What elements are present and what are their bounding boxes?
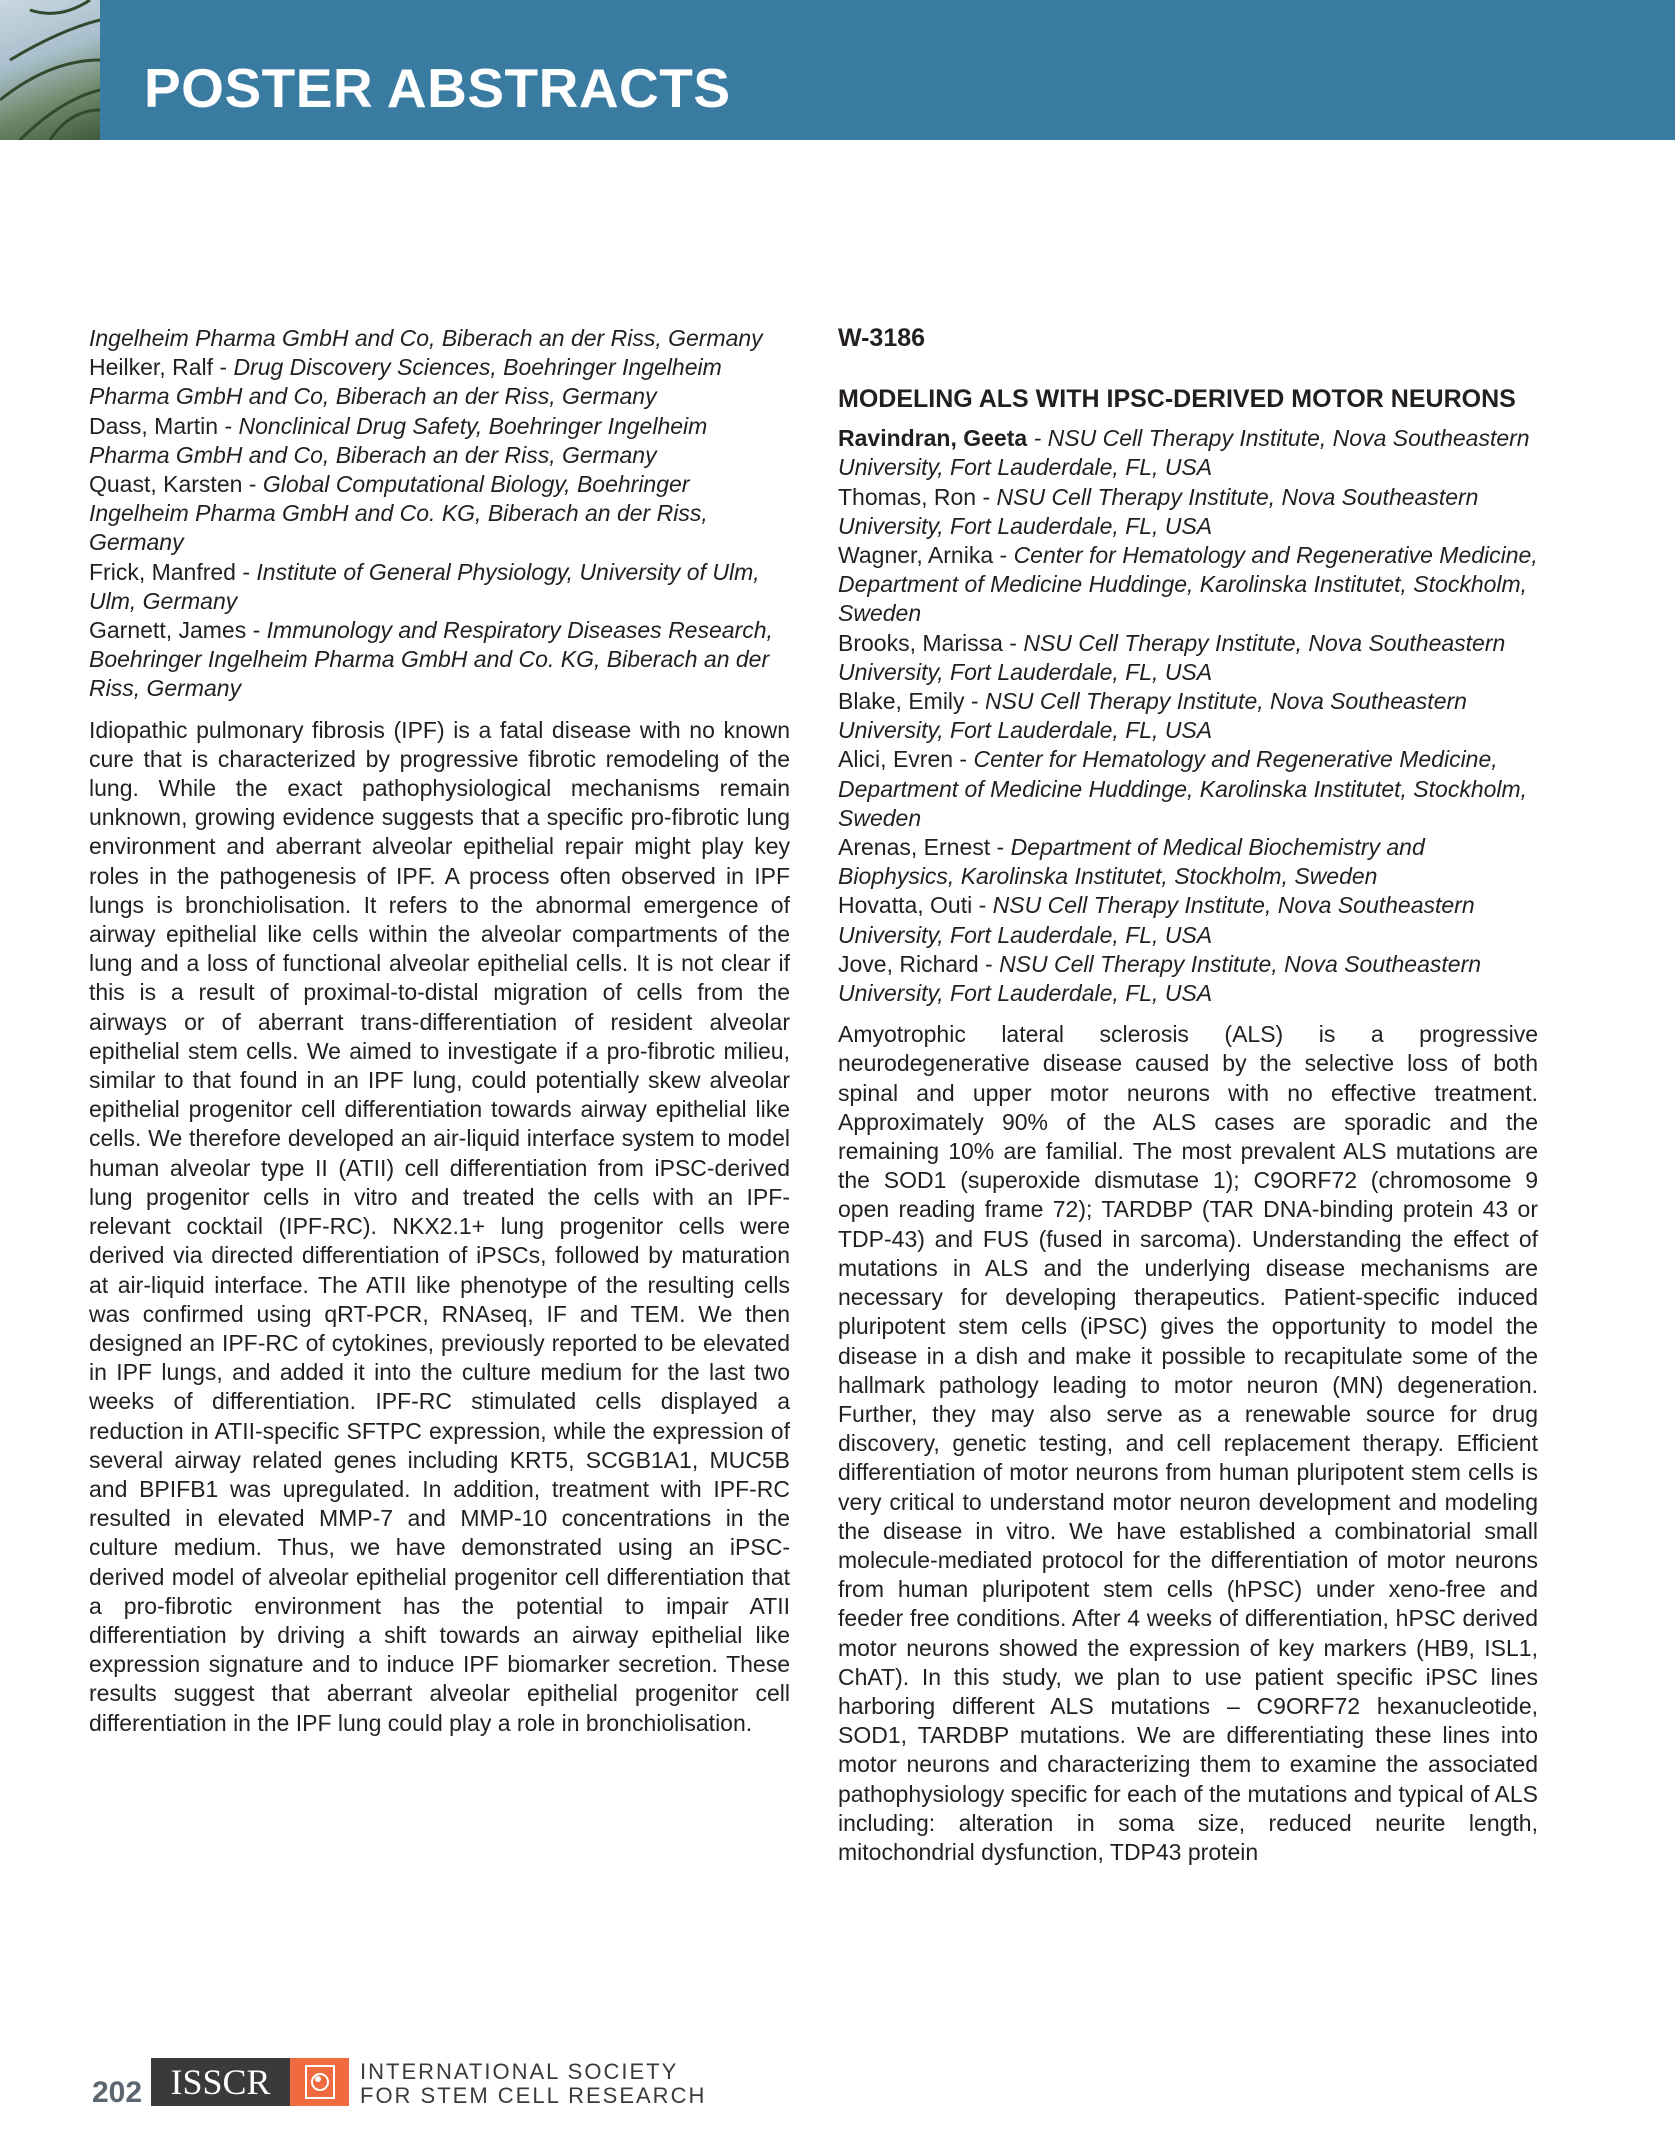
organization-name [360,2060,706,2108]
author-affiliation: NSU Cell Therapy Institute, Nova Southeastern University, Fort Lauderdale, FL, USA [838,950,1482,1007]
author-name: Ravindran, Geeta [838,425,1028,452]
author-name: Blake, Emily - [838,688,985,715]
author-list [89,324,790,704]
author-name: Thomas, Ron - [838,483,997,510]
author-entry [838,745,1538,833]
author-affiliation: NSU Cell Therapy Institute, Nova Southeastern University, Fort Lauderdale, FL, USA [838,688,1467,744]
abstract-code: W-3186 [838,324,926,352]
author-name: Arenas, Ernest - [838,834,1011,861]
author-entry [89,470,790,558]
author-affiliation: Global Computational Biology, Boehringer Ingelheim Pharma GmbH and Co. KG, Biberach an der Riss, Germany [89,471,708,556]
isscr-logo [151,2058,349,2106]
abstract-text: Amyotrophic lateral sclerosis (ALS) is a progressive neurodegenerative disease caused by the selective loss of both spinal and upper motor neurons with no effective treatment. Approximately 90% of the ALS cases are sporadic and the remaining 10% are familial. The most prevalent ALS mutations are the SOD1 (superoxide dismutase 1); C9ORF72 (chromosome 9 open reading frame 72); TARDBP (TAR DNA-binding protein 43 or TDP-43) and FUS (fused in sarcoma). Understanding the effect of mutations in ALS and the underlying disease mechanisms are necessary for developing therapeutics. Patient-specific induced pluripotent stem cells (iPSC) gives the opportunity to model the disease in a dish and make it possible to recapitulate some of the hallmark pathology leading to motor neuron (MN) degeneration. Further, they may also serve as a renewable source for drug discovery, genetic testing, and cell replacement therapy. Efficient differentiation of motor neurons from human pluripotent stem cells is very critical to understand motor neuron development and modeling the disease in vitro. We have established a combinatorial small molecule-mediated protocol for the differentiation of motor neurons from human pluripotent stem cells (hPSC) under xeno-free and feeder free conditions. After 4 weeks of differentiation, hPSC derived motor neurons showed the expression of key markers (HB9, ISL1, ChAT). In this study, we plan to use patient specific iPSC lines harboring different ALS mutations – C9ORF72 hexanucleotide, SOD1, TARDBP mutations. We are differentiating these lines into motor neurons and characterizing them to examine the associated pathophysiology specific for each of the mutations and typical of ALS including: alteration in soma size, reduced neurite length, mitochondrial dysfunction, TDP43 protein [838,1021,1538,1865]
author-entry [838,891,1538,949]
author-name: Dass, Martin - [89,412,239,439]
author-name: Hovatta, Outi - [838,892,993,919]
author-name: Wagner, Arnika - [838,542,1014,569]
logo-emblem-icon [290,2058,349,2106]
author-affiliation: NSU Cell Therapy Institute, Nova Southeastern University, Fort Lauderdale, FL, USA [838,892,1475,948]
author-entry [838,687,1538,745]
author-affiliation: Center for Hematology and Regenerative Medicine, Department of Medicine Huddinge, Karolinska Institutet, Stockholm, Sweden [838,746,1528,831]
author-name: Quast, Karsten - [89,471,263,498]
abstract-title: MODELING ALS WITH IPSC-DERIVED MOTOR NEURONS [838,385,1516,414]
author-name: Garnett, James - [89,617,267,644]
palm-tree-image [0,0,100,140]
author-entry [838,483,1538,541]
right-column [838,324,1538,1867]
author-name: Alici, Evren - [838,746,974,773]
author-affiliation: Department of Medical Biochemistry and Biophysics, Karolinska Institutet, Stockholm, Sweden [838,834,1425,890]
author-affiliation: NSU Cell Therapy Institute, Nova Southeastern University, Fort Lauderdale, FL, USA [838,483,1479,539]
author-entry [89,558,790,616]
abstract-text: Idiopathic pulmonary fibrosis (IPF) is a fatal disease with no known cure that is characterized by progressive fibrotic remodeling of the lung. While the exact pathophysiological mechanisms remain unknown, growing evidence suggests that a specific pro-fibrotic lung environment and aberrant alveolar epithelial repair might play key roles in the pathogenesis of IPF. A process often observed in IPF lungs is bronchiolisation. It refers to the abnormal emergence of airway epithelial like cells within the alveolar compartments of the lung and a loss of functional alveolar epithelial cells. It is not clear if this is a result of proximal-to-distal migration of cells from the airways or of aberrant trans-differentiation of resident alveolar epithelial stem cells. We aimed to investigate if a pro-fibrotic milieu, similar to that found in an IPF lung, could potentially skew alveolar epithelial progenitor cell differentiation towards airway epithelial like cells. We therefore developed an air-liquid interface system to model human alveolar type II (ATII) cell differentiation from iPSC-derived lung progenitor cells in vitro and treated the cells with an IPF-relevant cocktail (IPF-RC). NKX2.1+ lung progenitor cells were derived via directed differentiation of iPSCs, followed by maturation at air-liquid interface. The ATII like phenotype of the resulting cells was confirmed using qRT-PCR, RNAseq, IF and TEM. We then designed an IPF-RC of cytokines, previously reported to be elevated in IPF lungs, and added it into the culture medium for the last two weeks of differentiation. IPF-RC stimulated cells displayed a reduction in ATII-specific SFTPC expression, while the expression of several airway related genes including KRT5, SCGB1A1, MUC5B and BPIFB1 was upregulated. In addition, treatment with IPF-RC resulted in elevated MMP-7 and MMP-10 concentrations in the culture medium. Thus, we have demonstrated using an iPSC-derived model of alveolar epithelial progenitor cell differentiation that a pro-fibrotic environment has the potential to impair ATII differentiation by driving a shift towards an airway epithelial like expression signature and to induce IPF biomarker secretion. These results suggest that aberrant alveolar epithelial progenitor cell differentiation in the IPF lung could play a role in bronchiolisation. [89,716,790,1736]
author-entry [838,541,1538,629]
author-affiliation: Ingelheim Pharma GmbH and Co, Biberach an der Riss, Germany [89,325,763,351]
org-line-1: INTERNATIONAL SOCIETY [360,2059,679,2084]
author-affiliation: Nonclinical Drug Safety, Boehringer Ingelheim Pharma GmbH and Co, Biberach an der Riss, Germany [89,412,708,468]
org-line-2: FOR STEM CELL RESEARCH [360,2083,707,2108]
author-entry [838,629,1538,687]
author-name: Frick, Manfred - [89,558,257,585]
author-list [838,424,1538,1008]
author-entry [89,616,790,704]
author-affiliation: Center for Hematology and Regenerative Medicine, Department of Medicine Huddinge, Karolinska Institutet, Stockholm, Sweden [838,542,1538,627]
left-column [89,324,790,1738]
page-number: 202 [92,2076,143,2109]
author-affiliation: - NSU Cell Therapy Institute, Nova Southeastern University, Fort Lauderdale, FL, USA [838,425,1530,481]
author-entry [89,353,790,411]
logo-wordmark: ISSCR [151,2058,290,2106]
author-entry [89,324,790,353]
author-name: Heilker, Ralf - [89,354,234,381]
author-name: Brooks, Marissa - [838,629,1024,656]
author-name: Jove, Richard - [838,950,1000,977]
author-entry [838,424,1538,482]
author-affiliation: Drug Discovery Sciences, Boehringer Ingelheim Pharma GmbH and Co, Biberach an der Riss, Germany [89,354,722,410]
author-entry [89,412,790,470]
author-affiliation: NSU Cell Therapy Institute, Nova Southeastern University, Fort Lauderdale, FL, USA [838,629,1506,685]
author-entry [838,833,1538,891]
author-entry [838,950,1538,1008]
page-header [0,0,1675,140]
page-title: POSTER ABSTRACTS [144,57,731,119]
author-affiliation: Immunology and Respiratory Diseases Research, Boehringer Ingelheim Pharma GmbH and Co. KG, Biberach an der Riss, Germany [89,617,773,702]
author-affiliation: Institute of General Physiology, University of Ulm, Ulm, Germany [89,558,760,614]
